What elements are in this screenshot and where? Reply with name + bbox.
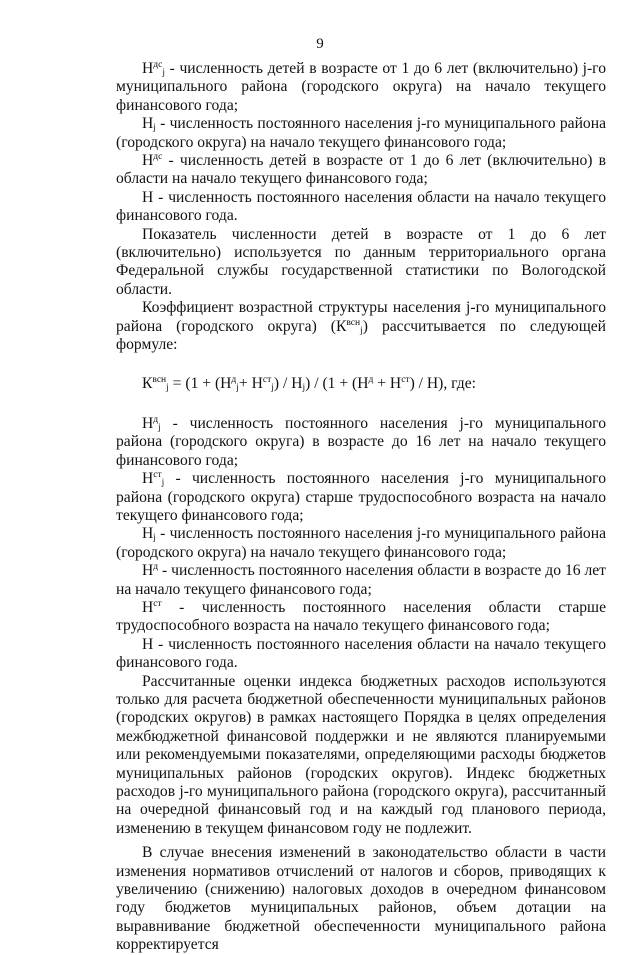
paragraph: [116, 226, 606, 300]
paragraph: [116, 152, 606, 189]
subscript: j: [271, 382, 274, 393]
subscript: j: [153, 123, 156, 134]
subscript: j: [153, 533, 156, 544]
paragraph: [116, 599, 606, 636]
paragraph: [116, 844, 606, 954]
text-run: Н: [142, 115, 154, 133]
text-run: Н: [142, 598, 154, 616]
subscript: j: [162, 68, 165, 78]
text-run: Н - численность постоянного населения области на начало текущего финансового года.: [116, 188, 606, 225]
paragraph: [116, 60, 606, 115]
text-run: ) / Н: [273, 374, 303, 392]
text-run: - численность детей в возрасте от 1 до 6 лет (включительно) j-го муниципального района (городского округа) на начало текущего финансового года;: [116, 60, 606, 114]
text-run: ) / (1 + (Н: [305, 374, 369, 392]
text-run: - численность постоянного населения j-го муниципального района (городского округа) на начало текущего финансового года;: [116, 115, 606, 151]
formula: [116, 375, 606, 393]
text-run: + Н: [373, 374, 402, 392]
text-run: = (1 + (Н: [168, 374, 232, 392]
paragraph: [116, 636, 606, 673]
text-run: - численность постоянного населения j-го муниципального района (городского округа) в возрасте до 16 лет на начало текущего финансового года;: [116, 414, 606, 469]
superscript: ст: [153, 470, 162, 481]
paragraph: [116, 299, 606, 354]
paragraph: [116, 115, 606, 152]
subscript: j: [236, 382, 239, 393]
subscript: j: [158, 422, 161, 433]
subscript: j: [302, 382, 306, 393]
text-run: + Н: [238, 374, 263, 392]
text-run: К: [142, 374, 153, 392]
text-run: Н: [142, 60, 154, 77]
superscript: д: [231, 374, 237, 385]
subscript: j: [360, 325, 363, 336]
text-run: Н: [142, 525, 154, 543]
superscript: д: [153, 562, 159, 573]
text-run: Показатель численности детей в возрасте от 1 до 6 лет (включительно) используется по данным территориального органа Федеральной службы государственной статистики по Вологодской области.: [116, 225, 606, 298]
text-run: - численность постоянного населения области в возрасте до 16 лет на начало текущего финансового года;: [116, 562, 606, 598]
subscript: j: [166, 382, 169, 393]
paragraph: [116, 673, 606, 839]
superscript: ст: [401, 374, 410, 385]
paragraph: [116, 525, 606, 562]
superscript: ст: [153, 598, 162, 609]
text-run: Коэффициент возрастной структуры населения j-го муниципального района (городского округа) (К: [116, 299, 606, 335]
paragraph: [116, 562, 606, 599]
text-run: Н: [142, 414, 154, 432]
paragraph: [116, 415, 606, 470]
subscript: j: [161, 478, 165, 489]
text-run: Н: [142, 470, 154, 488]
superscript: д: [153, 414, 159, 425]
text-run: ) рассчитывается по следующей формуле:: [116, 317, 606, 354]
text-run: - численность постоянного населения j-го муниципального района (городского округа) старше трудоспособного возраста на начало текущего финансового года;: [116, 470, 606, 524]
text-run: ) / Н), где:: [409, 374, 476, 392]
superscript: всн: [152, 374, 167, 385]
superscript: всн: [346, 317, 361, 328]
text-run: - численность постоянного населения области старше трудоспособного возраста на начало текущего финансового года;: [116, 598, 606, 635]
text-run: Н - численность постоянного населения области на начало текущего финансового года.: [116, 635, 606, 672]
text-run: Н: [142, 152, 154, 170]
text-run: - численность детей в возрасте от 1 до 6 лет (включительно) в области на начало текущего финансового года;: [116, 152, 606, 188]
text-run: В случае внесения изменений в законодательство области в части изменения нормативов отчислений от налогов и сборов, приводящих к увеличению (снижению) налоговых доходов в очередном финансовом году бюджетов муниципальных районов, объем дотации на выравнивание бюджетной обеспеченности муниципального района корректируется: [116, 844, 606, 954]
text-run: Н: [142, 562, 154, 580]
document-body: [116, 60, 606, 955]
text-run: Рассчитанные оценки индекса бюджетных расходов используются только для расчета бюджетной обеспеченности муниципальных районов (городских округов) в рамках настоящего Порядка в целях определения межбюджетной финансовой поддержки и не являются планируемыми или рекомендуемыми показателями, определяющими расходы бюджетов муниципальных районов (городских округов). Индекс бюджетных расходов j-го муниципального района (городского округа), рассчитанный на очередной финансовый год и на каждый год планового периода, изменению в текущем финансовом году не подлежит.: [116, 672, 606, 837]
paragraph: [116, 189, 606, 226]
superscript: дс: [153, 60, 163, 70]
superscript: дс: [153, 152, 163, 163]
superscript: д: [368, 374, 374, 385]
text-run: - численность постоянного населения j-го муниципального района (городского округа) на начало текущего финансового года;: [116, 525, 606, 561]
page-number: 9: [316, 36, 324, 52]
superscript: ст: [262, 374, 272, 385]
paragraph: [116, 470, 606, 525]
